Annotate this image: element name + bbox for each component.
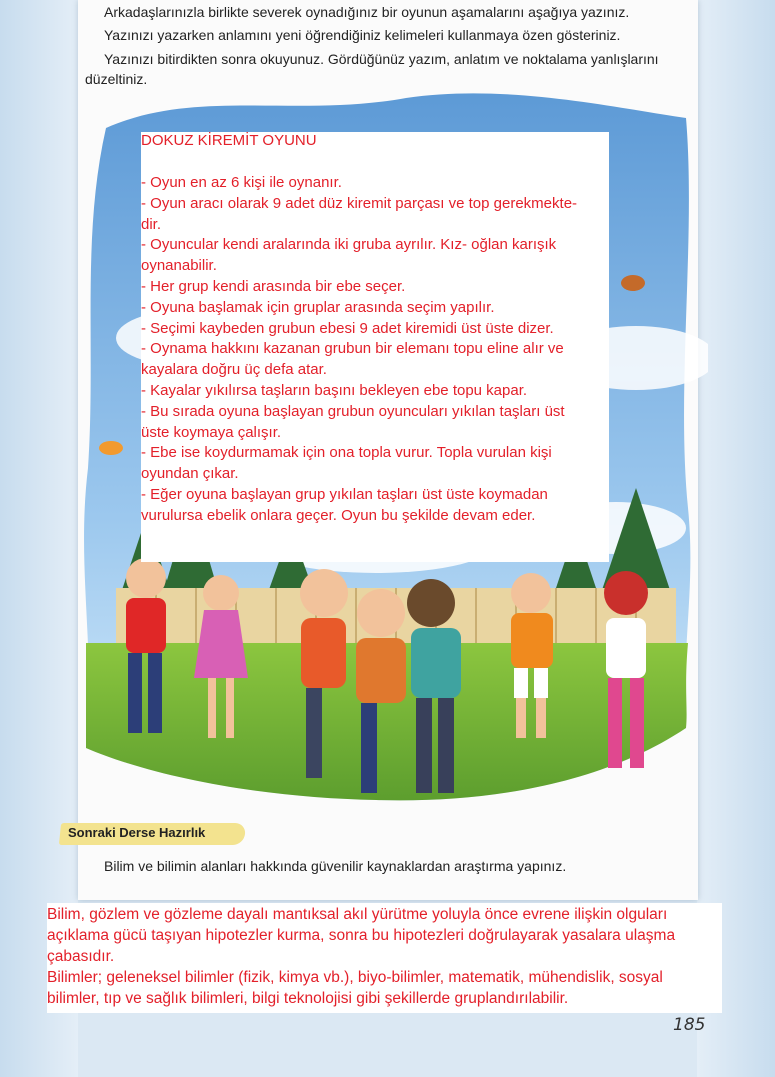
story-line: oynanabilir. [141, 257, 217, 275]
answer-line: Bilimler; geleneksel bilimler (fizik, kimya vb.), biyo-bilimler, matematik, mühendislik, sosyal [47, 969, 663, 986]
instruction-line-3: Yazınızı bitirdikten sonra okuyunuz. Gördüğünüz yazım, anlatım ve noktalama yanlışlarını [104, 51, 659, 67]
story-title: DOKUZ KİREMİT OYUNU [141, 132, 317, 149]
answer-line: çabasıdır. [47, 948, 115, 965]
story-line: - Eğer oyuna başlayan grup yıkılan taşları üst üste koymadan [141, 486, 548, 503]
instruction-line-2: Yazınızı yazarken anlamını yeni öğrendiğiniz kelimeleri kullanmaya özen gösteriniz. [104, 27, 621, 43]
story-line: - Oyun en az 6 kişi ile oynanır. [141, 174, 342, 191]
instruction-line-1: Arkadaşlarınızla birlikte severek oynadığınız bir oyunun aşamalarını aşağıya yazınız. [104, 4, 630, 20]
story-line: - Oyun aracı olarak 9 adet düz kiremit parçası ve top gerekmekte- [141, 194, 578, 212]
story-line: - Oyuna başlamak için gruplar arasında seçim yapılır. [141, 298, 495, 316]
story-line: - Ebe ise koydurmamak için ona topla vurur. Topla vurulan kişi [141, 444, 552, 462]
answer-line: açıklama gücü taşıyan hipotezler kurma, sonra bu hipotezleri doğrulayarak yasalara ulaşma [47, 927, 676, 944]
section-title: Sonraki Derse Hazırlık [68, 825, 206, 840]
story-line: - Her grup kendi arasında bir ebe seçer. [141, 278, 406, 295]
story-line: - Kayalar yıkılırsa taşların başını bekleyen ebe topu kapar. [141, 382, 528, 399]
story-line: vurulursa ebelik onlara geçer. Oyun bu şekilde devam eder. [141, 506, 536, 524]
story-line: - Seçimi kaybeden grubun ebesi 9 adet kiremidi üst üste dizer. [141, 319, 554, 337]
section-instruction: Bilim ve bilimin alanları hakkında güvenilir kaynaklardan araştırma yapınız. [104, 858, 567, 874]
story-line: kayalara doğru üç defa atar. [141, 361, 327, 379]
story-line: - Oynama hakkını kazanan grubun bir elemanı topu eline alır ve [141, 340, 564, 358]
story-line: - Oyuncular kendi aralarında iki gruba ayrılır. Kız- oğlan karışık [141, 236, 557, 254]
instruction-line-4: düzeltiniz. [85, 71, 148, 87]
answer-line: bilimler, tıp ve sağlık bilimleri, bilgi teknolojisi gibi şekillerde gruplandırılabilir. [47, 990, 569, 1007]
story-line: oyundan çıkar. [141, 465, 239, 483]
story-line: - Bu sırada oyuna başlayan grubun oyuncuları yıkılan taşları üst [141, 402, 565, 420]
story-line: dir. [141, 215, 162, 233]
story-line: üste koymaya çalışır. [141, 423, 282, 441]
answer-line: Bilim, gözlem ve gözleme dayalı mantıksal akıl yürütme yoluyla önce evrene ilişkin olguları [47, 906, 668, 923]
page-number: 185 [673, 1015, 706, 1035]
